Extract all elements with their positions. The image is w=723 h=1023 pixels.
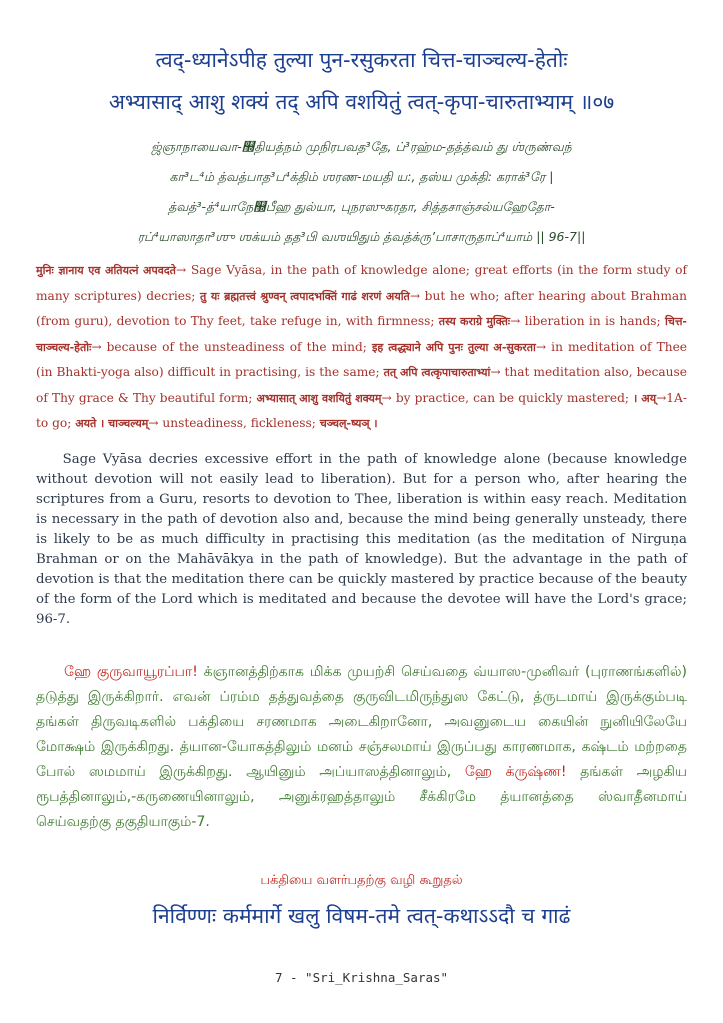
- transliteration-line: ரப்⁴யாஸாதா³ஶு ஶக்யம் தத³பி வஶயிதும் த்வத்க்ரு’பாசாருதாப்⁴யாம் || 96-7||: [137, 229, 586, 244]
- page-footer: 7 - "Sri_Krishna_Saras": [274, 970, 449, 985]
- gloss-english: → liberation in is hands;: [510, 314, 665, 328]
- gloss-english: → but he who; after hearing about Brahman (from guru), devotion to Thy feet, take refuge in, with firmness;: [36, 288, 687, 328]
- section-subheading: பக்தியை வளர்பதற்கு வழி கூறுதல்: [260, 873, 463, 888]
- gloss-sanskrit: इह त्वद्ध्याने अपि पुनः तुल्या अ-सुकरता: [371, 340, 536, 354]
- tamil-text: க்ஞானத்திற்காக மிக்க முயற்சி செய்வதை வ்யாஸ-முனிவர் (புராணங்களில்) தடுத்து இருக்கிறார். எவன் ப்ரம்ம தத்துவத்தை குருவிடமிருந்துஸ கேட்டு, த்ருடமாய் இருக்கும்படி தங்கள் திருவடிகளில் பக்தியை சரணமாக அடைகிறானோ, அவனுடைய கையின் நுனியிலேயே மோக்ஷம் இருக்கிறது. த்யான-யோகத்திலும் மனம் சஞ்சலமாய் இருப்பது காரணமாக, கஷ்டம் மற்றதை போல் ஸமமாய் இருக்கிறது. ஆயினும் அப்யாஸத்தினாலும்,: [36, 664, 687, 780]
- gloss-english: → unsteadiness, fickleness;: [148, 416, 320, 430]
- tamil-explanation: [36, 660, 687, 835]
- gloss-sanskrit: अभ्यासात् आशु वशयितुं शक्यम्: [256, 391, 382, 405]
- gloss-sanskrit: चित्त-चाञ्चल्य-हेतोः: [36, 315, 687, 354]
- gloss-english: → in meditation of Thee (in Bhakti-yoga also) difficult in practising, is the same;: [36, 339, 687, 379]
- tamil-address-guruvayurappa: ஹே குருவாயூரப்பா!: [64, 664, 198, 680]
- gloss-english: → Sage Vyāsa, in the path of knowledge alone; great efforts (in the form study of many scriptures) decries;: [36, 263, 687, 303]
- next-verse-line: निर्विण्णः कर्ममार्गे खलु विषम-तमे त्वत्-कथाऽऽदौ च गाढं: [152, 904, 571, 928]
- english-text: Sage Vyāsa decries excessive effort in the path of knowledge alone (because knowledge without devotion will not easily lead to liberation). But for a person who, after hearing the scriptures from a Guru, resorts to devotion to Thee, liberation is within easy reach. Meditation is necessary in the path of devotion also and, because the mind being generally unsteady, there is likely to be as much difficulty in practising this meditation (as the meditation of Nirguṇa Brahman or on the Mahāvākya in the path of knowledge). But the advantage in the path of devotion is that the meditation there can be quickly mastered by practice because of the beauty of the form of the Lord which is meditated and because the devotee will have the Lord's grace; 96-7.: [36, 452, 687, 627]
- gloss-sanskrit: तस्य कराग्रे मुक्तिः: [438, 315, 511, 328]
- gloss-english: → because of the unsteadiness of the mind;: [91, 339, 372, 354]
- transliteration-line: த்வத்³-த்⁴யாநே஽பீஹ துல்யா, புநரஸுகரதா, சித்தசாஞ்சல்யஹேதோ-: [168, 199, 555, 214]
- english-explanation: [36, 450, 687, 630]
- gloss-sanskrit: मुनिः ज्ञानाय एव अतियत्नं अपवदते: [36, 264, 176, 277]
- verse-line-2: अभ्यासाद् आशु शक्यं तद् अपि वशयितुं त्वत्-कृपा-चारुताभ्याम् ॥०७: [108, 90, 615, 114]
- gloss-english: → that meditation also, because of Thy grace & Thy beautiful form;: [36, 365, 688, 405]
- gloss-sanskrit: । अय्: [633, 391, 657, 405]
- transliteration-line: ஜ்ஞாநாயைவா-஽தியத்நம் முநிரபவத³தே, ப்³ரஹ்ம-தத்த்வம் து ஶ்ருண்வந்: [151, 139, 572, 154]
- gloss-sanskrit: तत् अपि त्वत्कृपाचारुताभ्यां: [383, 366, 491, 379]
- transliteration-block: [40, 132, 683, 252]
- word-gloss: [36, 258, 687, 437]
- gloss-english: → by practice, can be quickly mastered;: [381, 390, 634, 405]
- gloss-sanskrit: अयते । चाञ्चल्यम्: [75, 417, 149, 430]
- gloss-sanskrit: तु यः ब्रह्मतत्त्वं श्रुण्वन् त्वपादभक्तिं गाढं शरणं अयति: [200, 289, 410, 303]
- verse-line-1: त्वद्-ध्यानेऽपीह तुल्या पुन-रसुकरता चित्त-चाञ्चल्य-हेतोः: [155, 48, 568, 72]
- tamil-address-krishna: ஹே க்ருஷ்ண!: [464, 764, 567, 780]
- gloss-english: →1A- to go;: [36, 390, 687, 430]
- tamil-text: தங்கள் அழகிய ரூபத்தினாலும்,-கருணையினாலும், அனுக்ரஹத்தாலும் சீக்கிரமே த்யானத்தை ஸ்வாதீனமாய் செய்வதற்கு தகுதியாகும்-7.: [36, 764, 688, 830]
- gloss-sanskrit: चञ्चल्-ष्यञ् ।: [319, 417, 378, 430]
- transliteration-line: கா³ட⁴ம் த்வத்பாத³ப⁴க்திம் ஶரண-மயதி ய:, தஸ்ய முக்தி: கராக்³ரே |: [169, 169, 554, 184]
